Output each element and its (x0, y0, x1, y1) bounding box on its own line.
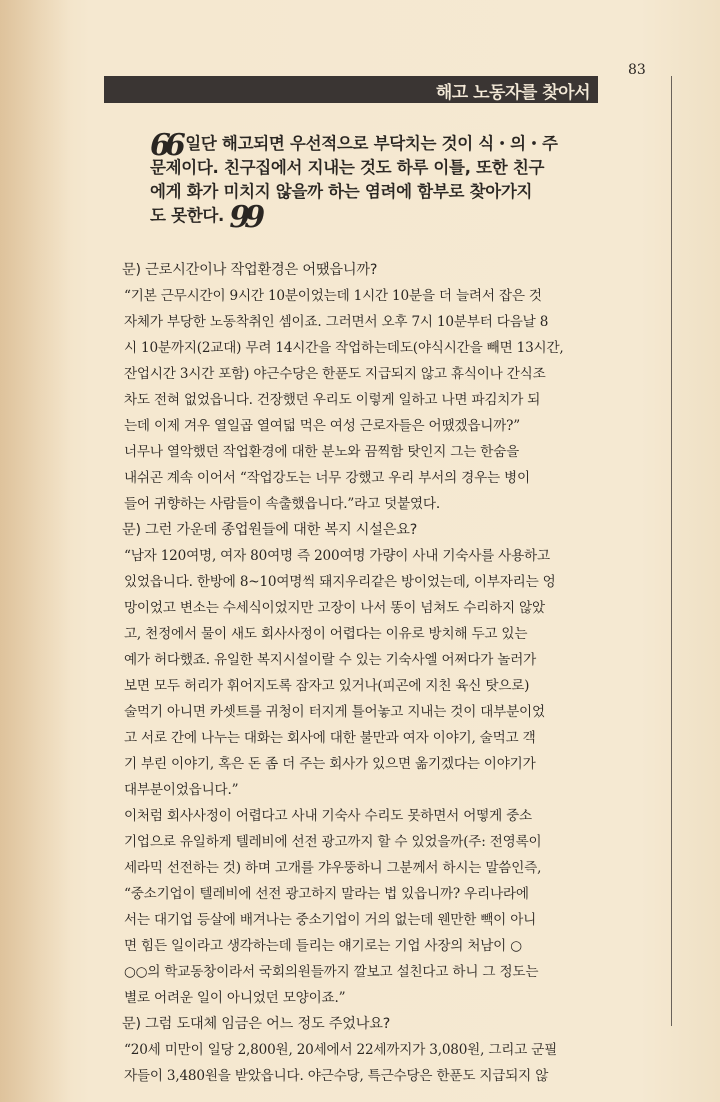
body-line: 는데 이제 겨우 열일곱 열여덟 먹은 여성 근로자들은 어땠겠읍니까?” (124, 418, 520, 434)
body-line: 시 10분까지(2교대) 무려 14시간을 작업하는데도(야식시간을 빼면 13시간, (124, 340, 564, 356)
body-line: 망이었고 변소는 수세식이었지만 고장이 나서 똥이 넘쳐도 수리하지 않았 (124, 600, 545, 616)
body-line: 이처럼 회사사정이 어렵다고 사내 기숙사 수리도 못하면서 어떻게 중소 (124, 808, 532, 824)
body-line: 대부분이었읍니다.” (124, 782, 239, 798)
body-line: “기본 근무시간이 9시간 10분이었는데 1시간 10분을 더 늘려서 잡은 것 (124, 288, 542, 304)
body-line: 면 힘든 일이라고 생각하는데 들리는 얘기로는 기업 사장의 처남이 ○ (124, 938, 522, 954)
body-line: 자체가 부당한 노동착취인 셈이죠. 그러면서 오후 7시 10분부터 다음날 8 (124, 314, 549, 330)
pullquote-line: 도 못한다. 99 (150, 200, 260, 235)
body-line: 기업으로 유일하게 텔레비에 선전 광고까지 할 수 있었을까(주: 전영록이 (124, 834, 542, 850)
interview-body (118, 257, 605, 1089)
body-line: 기 부린 이야기, 혹은 돈 좀 더 주는 회사가 있으면 옮기겠다는 이야기가 (124, 756, 536, 772)
pullquote-line: 문제이다. 친구집에서 지내는 것도 하루 이틀, 또한 친구 (150, 158, 545, 177)
header-divider (596, 76, 598, 103)
body-line: “남자 120여명, 여자 80여명 즉 200여명 가량이 사내 기숙사를 사용하고 (124, 548, 550, 564)
body-line: 고, 천정에서 물이 새도 회사사정이 어렵다는 이유로 방치해 두고 있는 (124, 626, 528, 642)
body-line: 자들이 3,480원을 받았읍니다. 야근수당, 특근수당은 한푼도 지급되지 않 (124, 1068, 549, 1084)
interview-question: 문) 그럼 도대체 임금은 어느 정도 주었나요? (122, 1016, 391, 1032)
pullquote-line: 에게 화가 미치지 않을까 하는 염려에 함부로 찾아가지 (150, 182, 533, 201)
body-line: ○○의 학교동창이라서 국회의원들까지 깔보고 설친다고 하니 그 정도는 (124, 964, 539, 980)
body-line: 있었읍니다. 한방에 8~10여명씩 돼지우리같은 방이었는데, 이부자리는 엉 (124, 574, 556, 590)
margin-rule (671, 76, 672, 1026)
spine-shadow (0, 0, 70, 1102)
pullquote-line: 66 일단 해고되면 우선적으로 부닥치는 것이 식・의・주 (150, 128, 558, 163)
body-line: 술먹기 아니면 카셋트를 귀청이 터지게 틀어놓고 지내는 것이 대부분이었 (124, 704, 545, 720)
chapter-title: 해고 노동자를 찾아서 (435, 83, 590, 103)
interview-question: 문) 근로시간이나 작업환경은 어땠읍니까? (122, 262, 378, 278)
body-line: 서는 대기업 등살에 배겨나는 중소기업이 거의 없는데 웬만한 빽이 아니 (124, 912, 537, 928)
body-line: 세라믹 선전하는 것) 하며 고개를 갸우뚱하니 그분께서 하시는 말씀인즉, (124, 860, 542, 876)
body-line: “20세 미만이 일당 2,800원, 20세에서 22세까지가 3,080원, 그리고 군필 (124, 1042, 558, 1058)
body-line: 들어 귀향하는 사람들이 속출했읍니다.”라고 덧붙였다. (124, 496, 440, 512)
open-quote-mark: 66 (150, 128, 180, 163)
chapter-header-bar (104, 76, 596, 103)
body-line: “중소기업이 텔레비에 선전 광고하지 말라는 법 있읍니까? 우리나라에 (124, 886, 529, 902)
close-quote-mark: 99 (229, 200, 260, 235)
body-line: 보면 모두 허리가 휘어지도록 잠자고 있거나(피곤에 지친 육신 탓으로) (124, 678, 530, 694)
body-line: 너무나 열악했던 작업환경에 대한 분노와 끔찍함 탓인지 그는 한숨을 (124, 444, 520, 460)
body-line: 예가 허다했죠. 유일한 복지시설이랄 수 있는 기숙사엘 어쩌다가 놀러가 (124, 652, 537, 668)
body-line: 고 서로 간에 나누는 대화는 회사에 대한 불만과 여자 이야기, 술먹고 객 (124, 730, 536, 746)
body-line: 차도 전혀 없었읍니다. 건장했던 우리도 이렇게 일하고 나면 파김치가 되 (124, 392, 541, 408)
interview-question: 문) 그런 가운데 종업원들에 대한 복지 시설은요? (122, 522, 418, 538)
body-line: 내쉬곤 계속 이어서 “작업강도는 너무 강했고 우리 부서의 경우는 병이 (124, 470, 530, 486)
body-line: 별로 어려운 일이 아니었던 모양이죠.” (124, 990, 346, 1006)
pullquote (150, 128, 580, 235)
body-line: 잔업시간 3시간 포함) 야근수당은 한푼도 지급되지 않고 휴식이나 간식조 (124, 366, 546, 382)
page-number: 83 (628, 62, 646, 78)
